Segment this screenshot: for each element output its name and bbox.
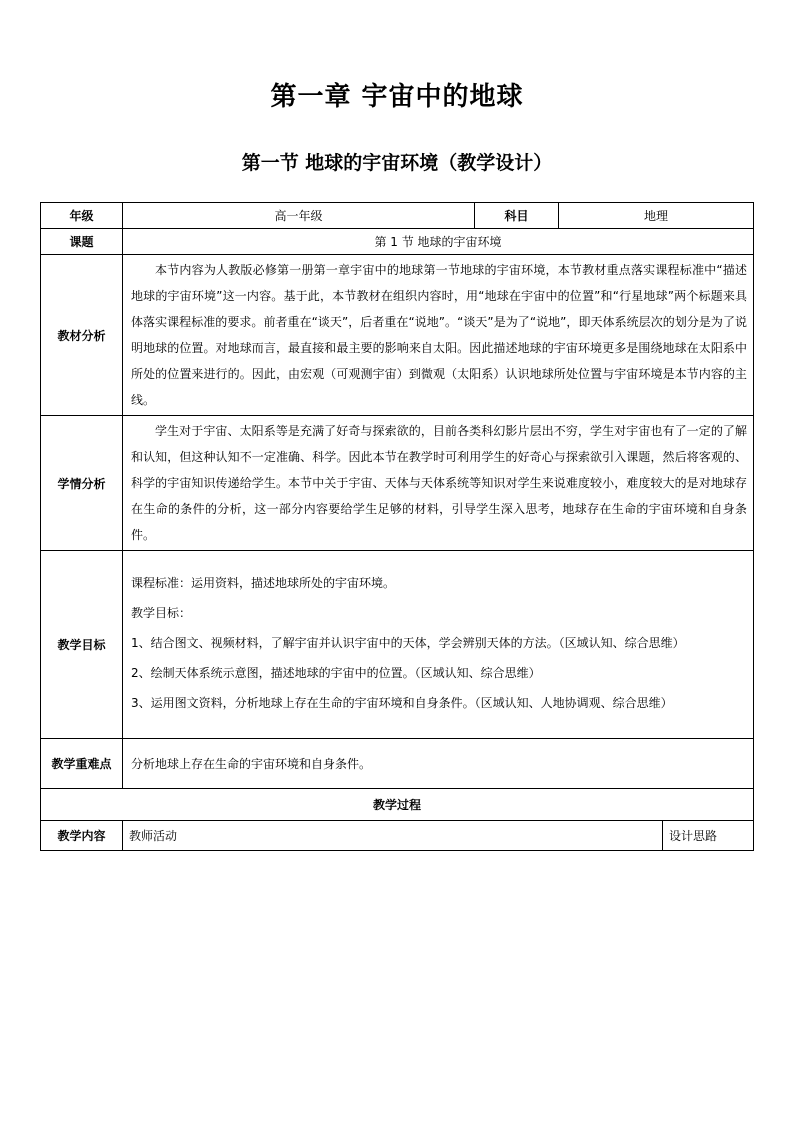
student-analysis-text: 学生对于宇宙、太阳系等是充满了好奇与探索欲的，目前各类科幻影片层出不穷，学生对宇宙也有了一定的了解和认知，但这种认知不一定准确、科学。因此本节在教学时可利用学生的好奇心与探索欲引入课题，然后将客观的、科学的宇宙知识传递给学生。本节中关于宇宙、天体与天体系统等知识对学生来说难度较小，难度较大的是对地球存在生命的条件的分析，这一部分内容要给学生足够的材料，引导学生深入思考，地球存在生命的宇宙环境和自身条件。 xyxy=(123,416,754,551)
row-student-analysis xyxy=(41,416,754,551)
key-points-text: 分析地球上存在生命的宇宙环境和自身条件。 xyxy=(123,739,754,789)
grade-value: 高一年级 xyxy=(123,203,475,229)
row-activity-headers xyxy=(41,821,754,851)
topic-value: 第 1 节 地球的宇宙环境 xyxy=(123,229,754,255)
row-key-points xyxy=(41,739,754,789)
content-label: 教学内容 xyxy=(41,821,123,851)
topic-label: 课题 xyxy=(41,229,123,255)
teaching-goals-label: 教学目标 xyxy=(41,551,123,739)
subject-value: 地理 xyxy=(559,203,754,229)
row-grade xyxy=(41,203,754,229)
teaching-process-heading: 教学过程 xyxy=(41,789,754,821)
goals-line: 教学目标： xyxy=(131,605,192,620)
goals-line: 1、结合图文、视频材料，了解宇宙并认识宇宙中的天体，学会辨别天体的方法。（区域认知、综合思维） xyxy=(131,635,685,650)
textbook-analysis-label: 教材分析 xyxy=(41,255,123,416)
goals-line: 2、绘制天体系统示意图，描述地球的宇宙中的位置。（区域认知、综合思维） xyxy=(131,665,541,680)
grade-label: 年级 xyxy=(41,203,123,229)
subject-label: 科目 xyxy=(475,203,559,229)
goals-line: 3、运用图文资料，分析地球上存在生命的宇宙环境和自身条件。（区域认知、人地协调观、综合思维） xyxy=(131,695,673,710)
row-teaching-goals xyxy=(41,551,754,739)
student-analysis-label: 学情分析 xyxy=(41,416,123,551)
goals-line: 课程标准：运用资料，描述地球所处的宇宙环境。 xyxy=(131,575,396,590)
design-idea-label: 设计思路 xyxy=(663,821,754,851)
key-points-label: 教学重难点 xyxy=(41,739,123,789)
section-title: 第一节 地球的宇宙环境（教学设计） xyxy=(241,152,553,174)
row-topic xyxy=(41,229,754,255)
lesson-plan-table xyxy=(40,202,754,851)
chapter-title: 第一章 宇宙中的地球 xyxy=(270,82,524,112)
teacher-activity-label: 教师活动 xyxy=(123,821,663,851)
textbook-analysis-text: 本节内容为人教版必修第一册第一章宇宙中的地球第一节地球的宇宙环境，本节教材重点落实课程标准中“描述地球的宇宙环境”这一内容。基于此，本节教材在组织内容时，用“地球在宇宙中的位置”和“行星地球”两个标题来具体落实课程标准的要求。前者重在“谈天”，后者重在“说地”。“谈天”是为了“说地”，即天体系统层次的划分是为了说明地球的位置。对地球而言，最直接和最主要的影响来自太阳。因此描述地球的宇宙环境更多是围绕地球在太阳系中所处的位置来进行的。因此，由宏观（可观测宇宙）到微观（太阳系）认识地球所处位置与宇宙环境是本节内容的主线。 xyxy=(123,255,754,416)
teaching-goals-content xyxy=(123,551,754,739)
row-teaching-process xyxy=(41,789,754,821)
row-textbook-analysis xyxy=(41,255,754,416)
